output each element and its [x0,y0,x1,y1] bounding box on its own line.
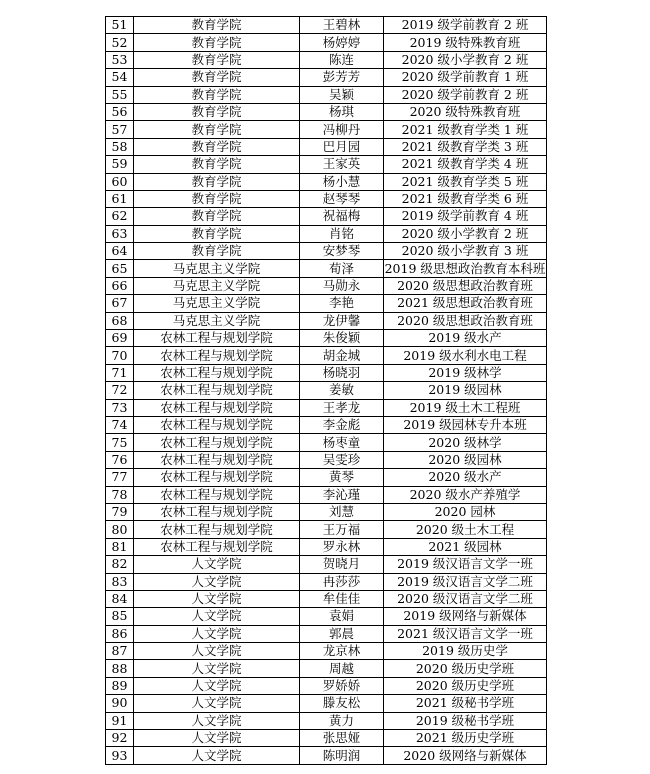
class-cell: 2019 级网络与新媒体 [384,608,547,625]
college-cell: 教育学院 [134,243,300,260]
class-cell: 2019 级秘书学班 [384,712,547,729]
class-cell: 2020 级园林 [384,451,547,468]
student-name-cell: 李沁瑾 [300,486,384,503]
table-row [106,434,547,451]
college-cell: 马克思主义学院 [134,295,300,312]
student-name-cell: 滕友松 [300,695,384,712]
class-cell: 2020 级小学教育 3 班 [384,243,547,260]
college-cell: 农林工程与规划学院 [134,330,300,347]
student-name-cell: 彭芳芳 [300,69,384,86]
college-cell: 人文学院 [134,556,300,573]
student-name-cell: 杨晓羽 [300,364,384,381]
college-cell: 教育学院 [134,190,300,207]
college-cell: 人文学院 [134,643,300,660]
college-cell: 农林工程与规划学院 [134,503,300,520]
table-row [106,260,547,277]
class-cell: 2019 级土木工程班 [384,399,547,416]
class-cell: 2021 级教育学类 4 班 [384,156,547,173]
college-cell: 农林工程与规划学院 [134,347,300,364]
table-row [106,608,547,625]
student-name-cell: 安梦琴 [300,243,384,260]
college-cell: 人文学院 [134,590,300,607]
roster-table-body [106,17,547,765]
table-row [106,208,547,225]
row-index-cell: 76 [106,451,134,468]
table-row [106,138,547,155]
college-cell: 农林工程与规划学院 [134,416,300,433]
class-cell: 2020 级小学教育 2 班 [384,225,547,242]
row-index-cell: 51 [106,17,134,34]
student-name-cell: 陈连 [300,51,384,68]
class-cell: 2019 级园林专升本班 [384,416,547,433]
class-cell: 2020 级林学 [384,434,547,451]
row-index-cell: 75 [106,434,134,451]
row-index-cell: 63 [106,225,134,242]
class-cell: 2021 级教育学类 5 班 [384,173,547,190]
student-name-cell: 张思娅 [300,730,384,747]
student-name-cell: 马勋永 [300,277,384,294]
college-cell: 人文学院 [134,747,300,764]
row-index-cell: 54 [106,69,134,86]
table-row [106,190,547,207]
student-name-cell: 杨琪 [300,103,384,120]
student-name-cell: 龙伊馨 [300,312,384,329]
row-index-cell: 93 [106,747,134,764]
class-cell: 2020 级历史学班 [384,677,547,694]
student-name-cell: 姜敏 [300,382,384,399]
class-cell: 2021 级教育学类 6 班 [384,190,547,207]
table-row [106,660,547,677]
row-index-cell: 71 [106,364,134,381]
student-name-cell: 荀泽 [300,260,384,277]
class-cell: 2021 级园林 [384,538,547,555]
table-row [106,712,547,729]
student-name-cell: 杨枣童 [300,434,384,451]
table-row [106,277,547,294]
student-name-cell: 冉莎莎 [300,573,384,590]
college-cell: 教育学院 [134,17,300,34]
student-name-cell: 罗永林 [300,538,384,555]
student-name-cell: 刘慧 [300,503,384,520]
class-cell: 2019 级林学 [384,364,547,381]
table-row [106,416,547,433]
table-row [106,103,547,120]
class-cell: 2020 园林 [384,503,547,520]
table-row [106,34,547,51]
class-cell: 2019 级思想政治教育本科班 [384,260,546,276]
row-index-cell: 73 [106,399,134,416]
table-row [106,677,547,694]
class-cell: 2019 级特殊教育班 [384,34,547,51]
row-index-cell: 77 [106,469,134,486]
row-index-cell: 65 [106,260,134,277]
class-cell: 2019 级汉语言文学二班 [384,573,547,590]
table-row [106,51,547,68]
class-cell: 2019 级水产 [384,330,547,347]
college-cell: 教育学院 [134,208,300,225]
table-row [106,173,547,190]
class-cell: 2021 级秘书学班 [384,695,547,712]
row-index-cell: 85 [106,608,134,625]
class-cell: 2020 级水产 [384,469,547,486]
row-index-cell: 78 [106,486,134,503]
college-cell: 农林工程与规划学院 [134,364,300,381]
table-row [106,330,547,347]
college-cell: 农林工程与规划学院 [134,521,300,538]
student-name-cell: 贺晓月 [300,556,384,573]
college-cell: 农林工程与规划学院 [134,469,300,486]
student-name-cell: 牟佳佳 [300,590,384,607]
college-cell: 农林工程与规划学院 [134,399,300,416]
student-name-cell: 胡金城 [300,347,384,364]
table-row [106,503,547,520]
row-index-cell: 92 [106,730,134,747]
row-index-cell: 67 [106,295,134,312]
college-cell: 人文学院 [134,608,300,625]
row-index-cell: 91 [106,712,134,729]
college-cell: 人文学院 [134,625,300,642]
row-index-cell: 52 [106,34,134,51]
student-name-cell: 祝福梅 [300,208,384,225]
table-row [106,382,547,399]
college-cell: 农林工程与规划学院 [134,434,300,451]
row-index-cell: 60 [106,173,134,190]
student-name-cell: 黄力 [300,712,384,729]
row-index-cell: 66 [106,277,134,294]
table-row [106,399,547,416]
table-row [106,17,547,34]
table-row [106,121,547,138]
row-index-cell: 84 [106,590,134,607]
student-name-cell: 王碧林 [300,17,384,34]
class-cell: 2019 级历史学 [384,643,547,660]
class-cell: 2019 级学前教育 4 班 [384,208,547,225]
row-index-cell: 82 [106,556,134,573]
college-cell: 人文学院 [134,712,300,729]
row-index-cell: 57 [106,121,134,138]
student-name-cell: 李金彪 [300,416,384,433]
student-name-cell: 郭晨 [300,625,384,642]
college-cell: 农林工程与规划学院 [134,451,300,468]
class-cell: 2021 级汉语言文学一班 [384,625,547,642]
row-index-cell: 61 [106,190,134,207]
row-index-cell: 90 [106,695,134,712]
row-index-cell: 69 [106,330,134,347]
row-index-cell: 88 [106,660,134,677]
table-row [106,521,547,538]
class-cell: 2021 级教育学类 1 班 [384,121,547,138]
roster-table [105,16,547,765]
college-cell: 教育学院 [134,156,300,173]
row-index-cell: 68 [106,312,134,329]
row-index-cell: 80 [106,521,134,538]
student-name-cell: 冯柳丹 [300,121,384,138]
class-cell: 2020 级汉语言文学二班 [384,590,547,607]
college-cell: 人文学院 [134,573,300,590]
table-row [106,695,547,712]
row-index-cell: 55 [106,86,134,103]
student-name-cell: 周越 [300,660,384,677]
table-row [106,451,547,468]
college-cell: 马克思主义学院 [134,260,300,277]
row-index-cell: 58 [106,138,134,155]
class-cell: 2020 级学前教育 1 班 [384,69,547,86]
row-index-cell: 70 [106,347,134,364]
table-row [106,556,547,573]
college-cell: 教育学院 [134,86,300,103]
row-index-cell: 81 [106,538,134,555]
college-cell: 人文学院 [134,677,300,694]
row-index-cell: 53 [106,51,134,68]
class-cell: 2019 级园林 [384,382,547,399]
table-row [106,538,547,555]
row-index-cell: 72 [106,382,134,399]
class-cell: 2020 级小学教育 2 班 [384,51,547,68]
table-row [106,469,547,486]
table-row [106,643,547,660]
row-index-cell: 59 [106,156,134,173]
student-name-cell: 陈明润 [300,747,384,764]
college-cell: 教育学院 [134,34,300,51]
student-name-cell: 龙京林 [300,643,384,660]
student-name-cell: 朱俊颖 [300,330,384,347]
student-name-cell: 杨小慧 [300,173,384,190]
table-row [106,590,547,607]
table-row [106,347,547,364]
class-cell: 2020 级水产养殖学 [384,486,547,503]
college-cell: 教育学院 [134,121,300,138]
student-name-cell: 王家英 [300,156,384,173]
row-index-cell: 83 [106,573,134,590]
college-cell: 人文学院 [134,695,300,712]
table-row [106,486,547,503]
student-name-cell: 罗娇娇 [300,677,384,694]
table-row [106,225,547,242]
college-cell: 教育学院 [134,103,300,120]
class-cell: 2019 级水利水电工程 [384,347,547,364]
student-name-cell: 吴雯珍 [300,451,384,468]
table-row [106,295,547,312]
student-name-cell: 王孝龙 [300,399,384,416]
college-cell: 教育学院 [134,138,300,155]
college-cell: 人文学院 [134,660,300,677]
class-cell: 2021 级教育学类 3 班 [384,138,547,155]
table-row [106,573,547,590]
class-cell: 2020 级特殊教育班 [384,103,547,120]
row-index-cell: 74 [106,416,134,433]
table-row [106,364,547,381]
class-cell: 2019 级学前教育 2 班 [384,17,547,34]
class-cell: 2020 级思想政治教育班 [384,312,547,329]
student-name-cell: 袁娟 [300,608,384,625]
class-cell: 2020 级土木工程 [384,521,547,538]
class-cell: 2020 级学前教育 2 班 [384,86,547,103]
table-row [106,730,547,747]
row-index-cell: 62 [106,208,134,225]
class-cell: 2020 级网络与新媒体 [384,747,547,764]
row-index-cell: 86 [106,625,134,642]
row-index-cell: 56 [106,103,134,120]
table-row [106,69,547,86]
college-cell: 教育学院 [134,173,300,190]
student-name-cell: 吴颖 [300,86,384,103]
table-row [106,86,547,103]
student-name-cell: 杨婷婷 [300,34,384,51]
row-index-cell: 79 [106,503,134,520]
student-name-cell: 赵琴琴 [300,190,384,207]
table-row [106,747,547,764]
college-cell: 农林工程与规划学院 [134,382,300,399]
college-cell: 农林工程与规划学院 [134,538,300,555]
student-name-cell: 巴月园 [300,138,384,155]
college-cell: 马克思主义学院 [134,312,300,329]
table-row [106,243,547,260]
row-index-cell: 87 [106,643,134,660]
college-cell: 农林工程与规划学院 [134,486,300,503]
college-cell: 人文学院 [134,730,300,747]
class-cell: 2019 级汉语言文学一班 [384,556,547,573]
student-name-cell: 肖铭 [300,225,384,242]
student-name-cell: 黄琴 [300,469,384,486]
college-cell: 教育学院 [134,69,300,86]
table-row [106,156,547,173]
row-index-cell: 64 [106,243,134,260]
table-row [106,625,547,642]
student-name-cell: 王万福 [300,521,384,538]
class-cell: 2021 级思想政治教育班 [384,295,547,312]
class-cell: 2020 级历史学班 [384,660,547,677]
college-cell: 教育学院 [134,51,300,68]
table-row [106,312,547,329]
row-index-cell: 89 [106,677,134,694]
college-cell: 马克思主义学院 [134,277,300,294]
college-cell: 教育学院 [134,225,300,242]
class-cell: 2020 级思想政治教育班 [384,277,547,294]
student-name-cell: 李艳 [300,295,384,312]
class-cell: 2021 级历史学班 [384,730,547,747]
